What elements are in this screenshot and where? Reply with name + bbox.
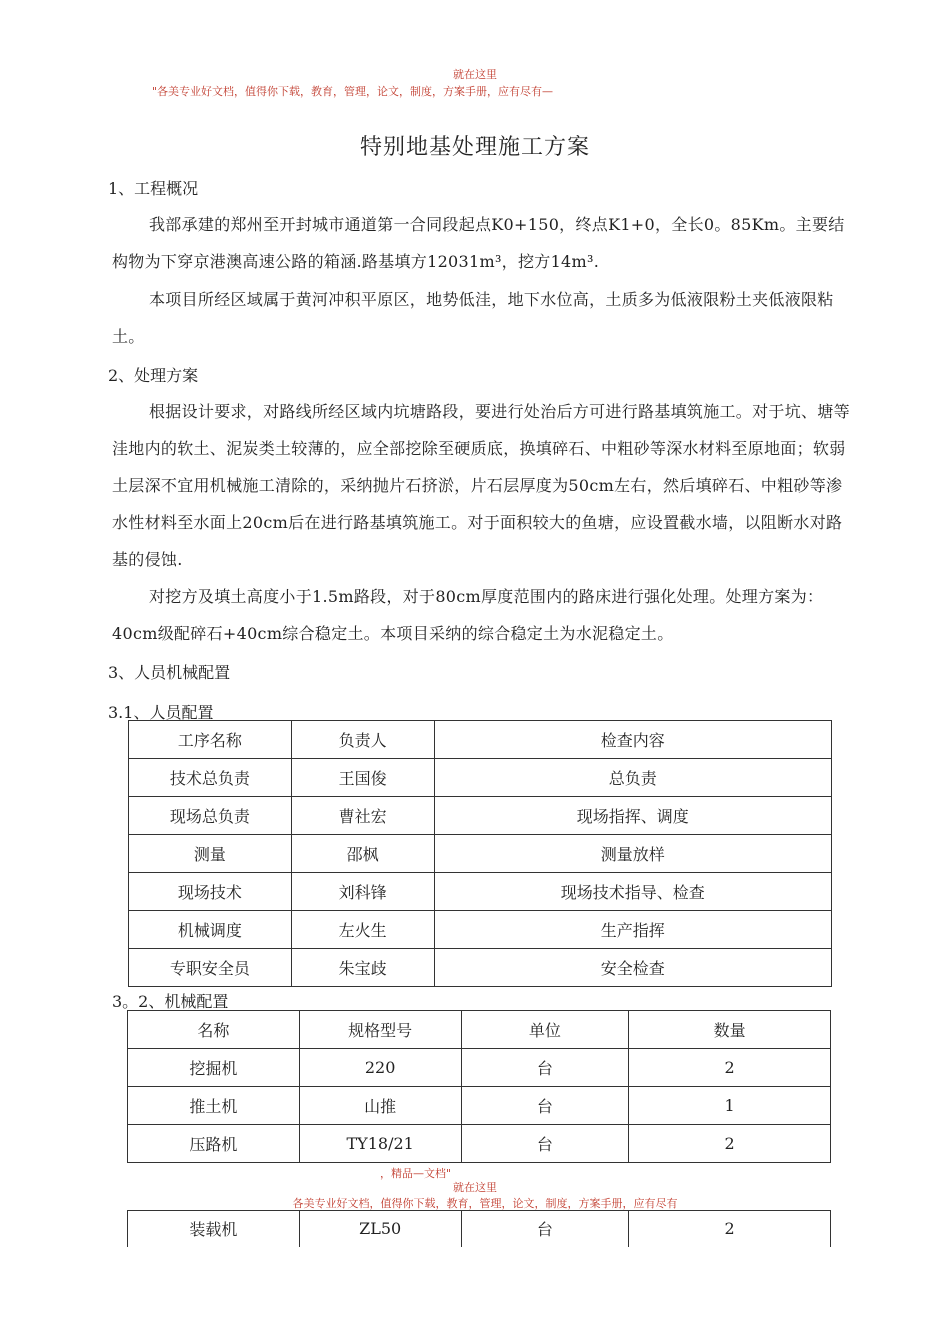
header-slogan: "各美专业好文档，值得你下载，教育，管理，论文，制度，方案手册，应有尽有— [152,85,554,98]
table-cell: 2 [629,1211,831,1247]
header-slogan-2: 各美专业好文档，值得你下载，教育，管理，论文，制度，方案手册，应有尽有 [292,1197,678,1210]
table-cell: 专职安全员 [129,949,292,987]
table-header-cell: 负责人 [291,721,434,759]
subheading-staff: 3.1、人员配置 [108,703,214,722]
header-small-text: 就在这里 [453,68,497,81]
paragraph-plan-1: 根据设计要求，对路线所经区域内坑塘路段，要进行处治后方可进行路基填筑施工。对于坑、塘等洼地内的软土、泥炭类土较薄的，应全部挖除至硬质底，换填碎石、中粗砂等深水材料至原地面；软弱土层深不宜用机械施工清除的，采纳抛片石挤淤，片石层厚度为50cm左右，然后填碎石、中粗砂等渗水性材料至水面上20cm后在进行路基填筑施工。对于面积较大的鱼塘，应设置截水墙，以阻断水对路基的侵蚀. [112,402,850,569]
table-cell: 现场指挥、调度 [434,797,831,835]
table-row [129,949,832,987]
table-row [129,873,832,911]
table-header-row [128,1011,831,1049]
table-cell: 台 [461,1049,629,1087]
table-cell: 挖掘机 [128,1049,300,1087]
table-row [128,1087,831,1125]
paragraph-overview-1: 我部承建的郑州至开封城市通道第一合同段起点K0+150，终点K1+0，全长0。85Km。主要结构物为下穿京港澳高速公路的箱涵.路基填方12031m³，挖方14m³. [112,215,845,271]
table-cell: 王国俊 [291,759,434,797]
table-cell: 测量 [129,835,292,873]
table-cell: 压路机 [128,1125,300,1163]
table-cell: 推土机 [128,1087,300,1125]
table-cell: 台 [461,1125,629,1163]
table-row [129,911,832,949]
document-title: 特别地基处理施工方案 [359,135,590,160]
table-header-cell: 单位 [461,1011,629,1049]
table-cell: 邵枫 [291,835,434,873]
table-cell: 台 [461,1211,629,1247]
table-cell: 现场总负责 [129,797,292,835]
table-header-cell: 数量 [629,1011,831,1049]
table-row [129,759,832,797]
table-header-row [129,721,832,759]
section-heading-plan: 2、处理方案 [108,366,199,385]
table-row [128,1211,831,1247]
table-cell: 2 [629,1049,831,1087]
table-header-cell: 规格型号 [299,1011,461,1049]
table-cell: 朱宝歧 [291,949,434,987]
machinery-table [127,1010,831,1163]
table-cell: 装载机 [128,1211,300,1247]
subheading-machinery: 3。2、机械配置 [112,992,229,1011]
table-cell: 技术总负责 [129,759,292,797]
table-header-cell: 工序名称 [129,721,292,759]
table-row [128,1125,831,1163]
table-cell: 2 [629,1125,831,1163]
table-row [129,797,832,835]
table-cell: 曹社宏 [291,797,434,835]
table-header-cell: 检查内容 [434,721,831,759]
paragraph-overview-2: 本项目所经区域属于黄河冲积平原区，地势低洼，地下水位高，土质多为低液限粉土夹低液限粘土。 [112,290,834,346]
table-cell: 1 [629,1087,831,1125]
table-cell: 山推 [299,1087,461,1125]
paragraph-plan-2: 对挖方及填土高度小于1.5m路段，对于80cm厚度范围内的路床进行强化处理。处理方案为：40cm级配碎石+40cm综合稳定土。本项目采纳的综合稳定土为水泥稳定土。 [112,587,824,643]
table-cell: 220 [299,1049,461,1087]
table-cell: 台 [461,1087,629,1125]
section-heading-overview: 1、工程概况 [108,179,199,198]
table-cell: 现场技术 [129,873,292,911]
table-cell: 机械调度 [129,911,292,949]
table-cell: 测量放样 [434,835,831,873]
machinery-table-continued [127,1210,831,1247]
table-cell: 总负责 [434,759,831,797]
section-heading-resources: 3、人员机械配置 [108,663,231,682]
footer-tag: ，精品—文档" [380,1167,452,1180]
staff-table [128,720,832,987]
table-cell: 现场技术指导、检查 [434,873,831,911]
table-cell: 左火生 [291,911,434,949]
header-small-text-2: 就在这里 [453,1181,497,1194]
table-row [129,835,832,873]
table-cell: TY18/21 [299,1125,461,1163]
table-cell: 安全检查 [434,949,831,987]
table-row [128,1049,831,1087]
table-cell: ZL50 [299,1211,461,1247]
table-cell: 刘科锋 [291,873,434,911]
table-header-cell: 名称 [128,1011,300,1049]
table-cell: 生产指挥 [434,911,831,949]
